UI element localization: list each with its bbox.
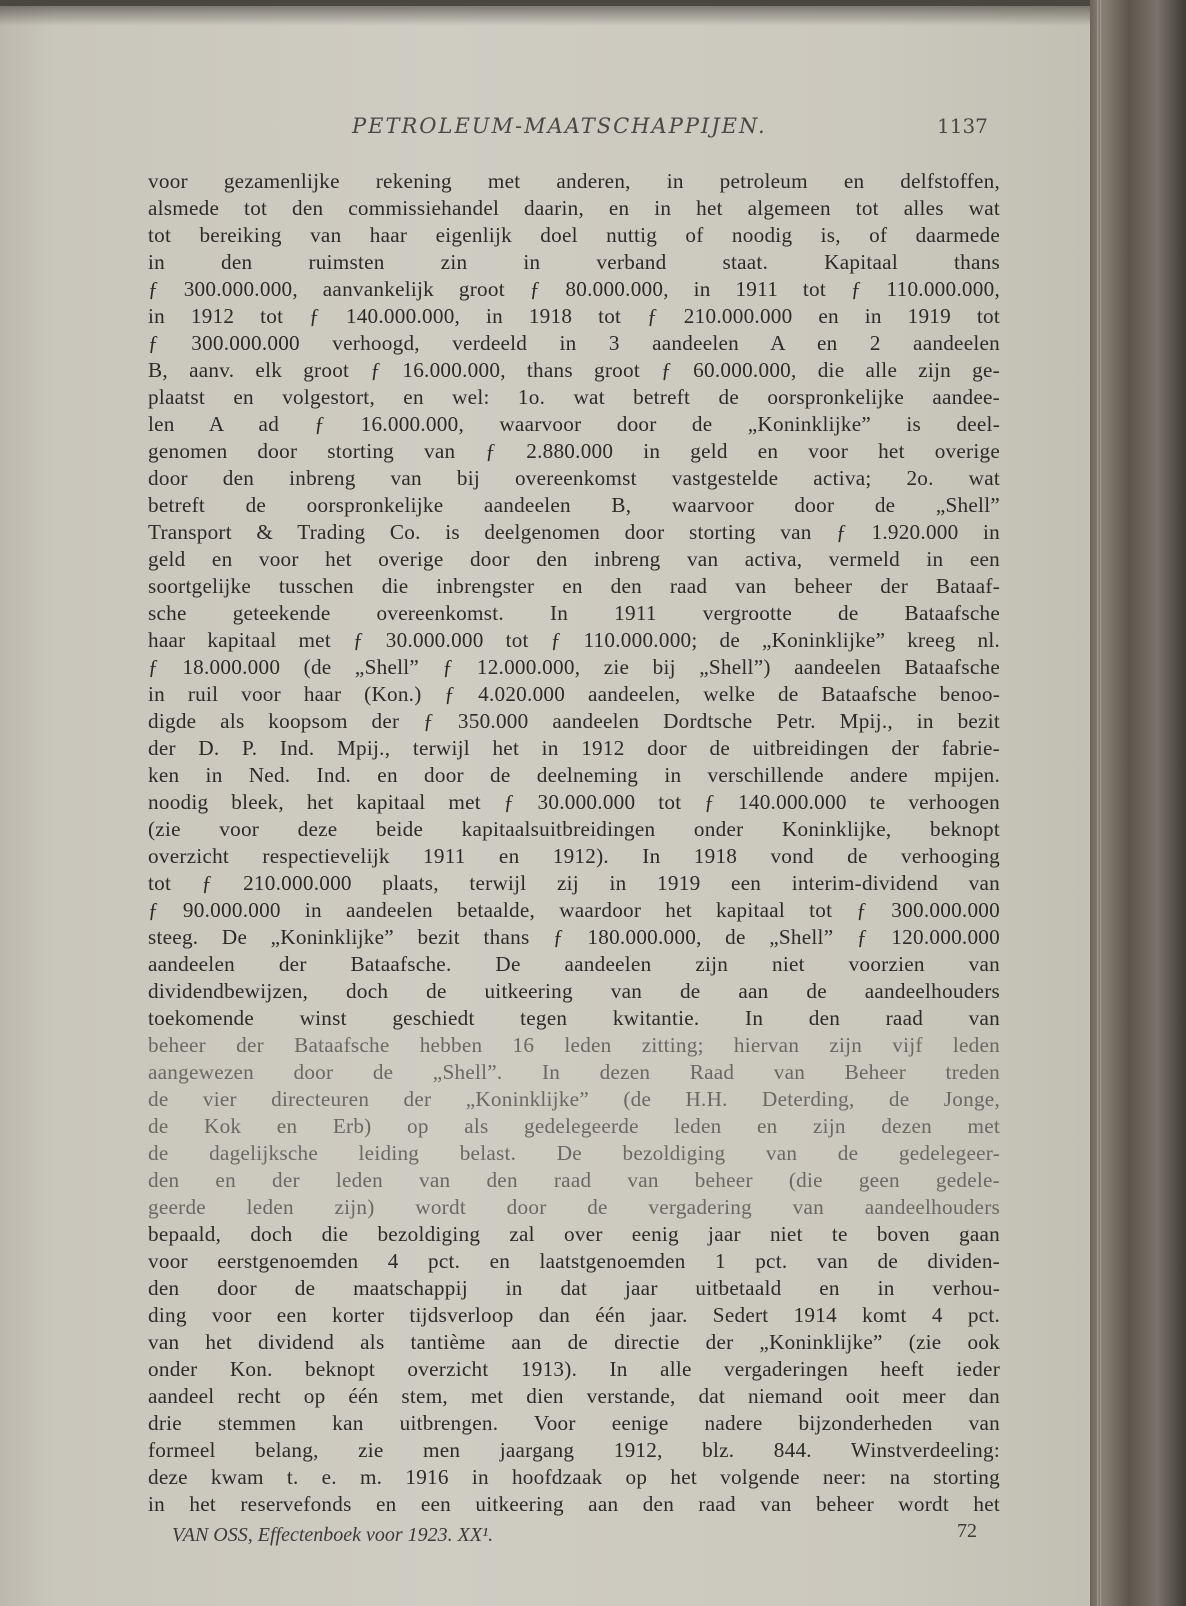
- text-line: in 1912 tot ƒ 140.000.000, in 1918 tot ƒ 210.000.000 en in 1919 tot: [148, 304, 1000, 328]
- text-line: aangewezen door de „Shell”. In dezen Raad van Beheer treden: [148, 1060, 1000, 1084]
- text-line: den door de maatschappij in dat jaar uitbetaald en in verhou-: [148, 1276, 1000, 1300]
- text-line: soortgelijke tusschen die inbrengster en den raad van beheer der Bataaf-: [148, 574, 1000, 598]
- text-line: voor gezamenlijke rekening met anderen, in petroleum en delfstoffen,: [148, 169, 1000, 193]
- body-text: [148, 168, 1000, 1518]
- text-line: deze kwam t. e. m. 1916 in hoofdzaak op het volgende neer: na storting: [148, 1465, 1000, 1489]
- text-line: de vier directeuren der „Koninklijke” (de H.H. Deterding, de Jonge,: [148, 1087, 1000, 1111]
- page-top-shadow: [0, 6, 1090, 26]
- text-line: onder Kon. beknopt overzicht 1913). In alle vergaderingen heeft ieder: [148, 1357, 1000, 1381]
- text-line: in het reservefonds en een uitkeering aan den raad van beheer wordt het: [148, 1492, 1000, 1516]
- text-line: van het dividend als tantième aan de directie der „Koninklijke” (zie ook: [148, 1330, 1000, 1354]
- text-line: de dagelijksche leiding belast. De bezoldiging van de gedelegeer-: [148, 1141, 1000, 1165]
- text-line: betreft de oorspronkelijke aandeelen B, waarvoor door de „Shell”: [148, 493, 1000, 517]
- text-line: tot bereiking van haar eigenlijk doel nuttig of noodig is, of daarmede: [148, 223, 1000, 247]
- text-line: plaatst en volgestort, en wel: 1o. wat betreft de oorspronkelijke aandee-: [148, 385, 1000, 409]
- text-line: noodig bleek, het kapitaal met ƒ 30.000.000 tot ƒ 140.000.000 te verhoogen: [148, 790, 1000, 814]
- signature-number: 72: [957, 1520, 977, 1542]
- page-stack-edge: [1097, 0, 1103, 1606]
- text-line: overzicht respectievelijk 1911 en 1912). In 1918 vond de verhooging: [148, 844, 1000, 868]
- text-line: len A ad ƒ 16.000.000, waarvoor door de „Koninklijke” is deel-: [148, 412, 1000, 436]
- text-line: alsmede tot den commissiehandel daarin, en in het algemeen tot alles wat: [148, 196, 1000, 220]
- text-line: B, aanv. elk groot ƒ 16.000.000, thans groot ƒ 60.000.000, die alle zijn ge-: [148, 358, 1000, 382]
- running-title: PETROLEUM-MAATSCHAPPIJEN.: [352, 114, 767, 138]
- text-line: genomen door storting van ƒ 2.880.000 in geld en voor het overige: [148, 439, 1000, 463]
- text-line: (zie voor deze beide kapitaalsuitbreidingen onder Koninklijke, beknopt: [148, 817, 1000, 841]
- text-line: ƒ 300.000.000 verhoogd, verdeeld in 3 aandeelen A en 2 aandeelen: [148, 331, 1000, 355]
- text-line: door den inbreng van bij overeenkomst vastgestelde activa; 2o. wat: [148, 466, 1000, 490]
- text-line: dividendbewijzen, doch de uitkeering van de aan de aandeelhouders: [148, 979, 1000, 1003]
- text-line: in den ruimsten zin in verband staat. Kapitaal thans: [148, 250, 1000, 274]
- text-line: der D. P. Ind. Mpij., terwijl het in 1912 door de uitbreidingen der fabrie-: [148, 736, 1000, 760]
- footer-citation: VAN OSS, Effectenboek voor 1923. XX¹.: [172, 1524, 494, 1546]
- book-page: [0, 6, 1090, 1606]
- text-line: beheer der Bataafsche hebben 16 leden zitting; hiervan zijn vijf leden: [148, 1033, 1000, 1057]
- text-line: ƒ 18.000.000 (de „Shell” ƒ 12.000.000, zie bij „Shell”) aandeelen Bataafsche: [148, 655, 1000, 679]
- text-line: aandeel recht op één stem, met dien verstande, dat niemand ooit meer dan: [148, 1384, 1000, 1408]
- text-line: toekomende winst geschiedt tegen kwitantie. In den raad van: [148, 1006, 1000, 1030]
- text-line: aandeelen der Bataafsche. De aandeelen zijn niet voorzien van: [148, 952, 1000, 976]
- text-line: ƒ 300.000.000, aanvankelijk groot ƒ 80.000.000, in 1911 tot ƒ 110.000.000,: [148, 277, 1000, 301]
- text-line: haar kapitaal met ƒ 30.000.000 tot ƒ 110.000.000; de „Koninklijke” kreeg nl.: [148, 628, 1000, 652]
- text-line: formeel belang, zie men jaargang 1912, blz. 844. Winstverdeeling:: [148, 1438, 1000, 1462]
- page-footer: [0, 1520, 1090, 1554]
- book-spine: [1090, 0, 1186, 1606]
- text-line: ding voor een korter tijdsverloop dan één jaar. Sedert 1914 komt 4 pct.: [148, 1303, 1000, 1327]
- text-line: tot ƒ 210.000.000 plaats, terwijl zij in 1919 een interim-dividend van: [148, 871, 1000, 895]
- text-line: de Kok en Erb) op als gedelegeerde leden en zijn dezen met: [148, 1114, 1000, 1138]
- text-line: in ruil voor haar (Kon.) ƒ 4.020.000 aandeelen, welke de Bataafsche benoo-: [148, 682, 1000, 706]
- text-line: voor eerstgenoemden 4 pct. en laatstgenoemden 1 pct. van de dividen-: [148, 1249, 1000, 1273]
- page-header: [0, 114, 1090, 144]
- text-line: geerde leden zijn) wordt door de vergadering van aandeelhouders: [148, 1195, 1000, 1219]
- text-line: den en der leden van den raad van beheer (die geen gedele-: [148, 1168, 1000, 1192]
- text-line: sche geteekende overeenkomst. In 1911 vergrootte de Bataafsche: [148, 601, 1000, 625]
- text-line: drie stemmen kan uitbrengen. Voor eenige nadere bijzonderheden van: [148, 1411, 1000, 1435]
- text-line: ken in Ned. Ind. en door de deelneming in verschillende andere mpijen.: [148, 763, 1000, 787]
- text-line: ƒ 90.000.000 in aandeelen betaalde, waardoor het kapitaal tot ƒ 300.000.000: [148, 898, 1000, 922]
- text-line: Transport & Trading Co. is deelgenomen door storting van ƒ 1.920.000 in: [148, 520, 1000, 544]
- page-number: 1137: [937, 114, 988, 138]
- text-line: steeg. De „Koninklijke” bezit thans ƒ 180.000.000, de „Shell” ƒ 120.000.000: [148, 925, 1000, 949]
- text-line: bepaald, doch die bezoldiging zal over eenig jaar niet te boven gaan: [148, 1222, 1000, 1246]
- text-line: geld en voor het overige door den inbreng van activa, vermeld in een: [148, 547, 1000, 571]
- text-line: digde als koopsom der ƒ 350.000 aandeelen Dordtsche Petr. Mpij., in bezit: [148, 709, 1000, 733]
